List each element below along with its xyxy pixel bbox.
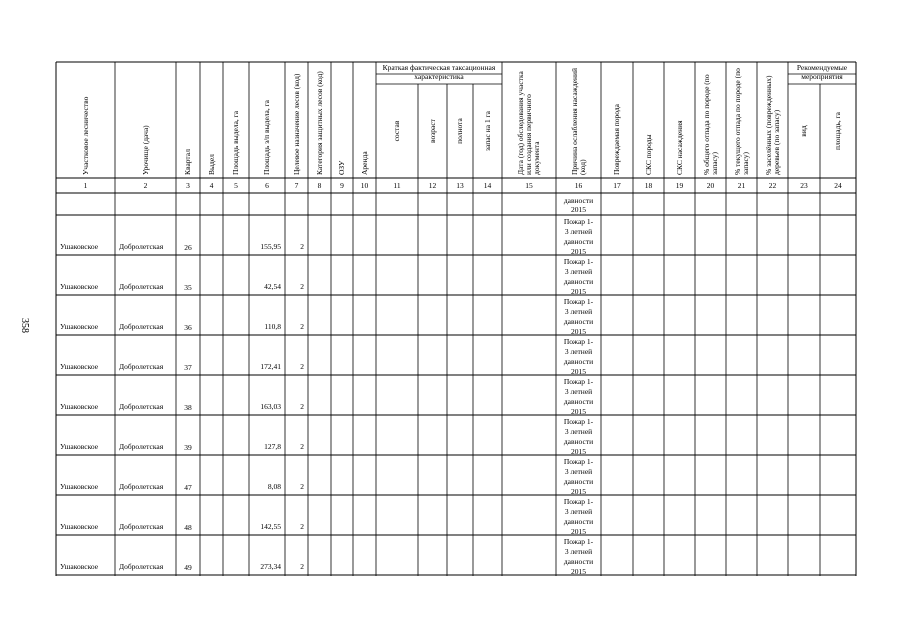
cause-text: Пожар 1- [563,217,594,226]
cell-forestry: Ушаковское [60,362,99,371]
cell-tract: Добролетская [119,362,164,371]
header-cause: Причина ослабления насаждений (код) [569,67,587,175]
header-ozu: ОЗУ [337,160,346,175]
cell-tract: Добролетская [119,562,164,571]
column-number: 6 [265,181,269,190]
cell-purpose: 2 [300,282,304,291]
header-lease: Аренда [359,151,369,175]
cell-damaged-area: 110,8 [264,322,281,331]
cause-text: Пожар 1- [563,257,594,266]
cell-forestry: Ушаковское [60,562,99,571]
cell-forestry: Ушаковское [60,242,99,251]
cause-text: 2015 [571,447,586,456]
cell-damaged-area: 273,34 [260,562,281,571]
column-number: 15 [525,181,533,190]
cause-text: 3 летней [564,307,593,316]
cell-tract: Добролетская [119,522,164,531]
header-damaged-area: Площадь з/п выдела, га [262,99,271,175]
cell-quarter: 38 [184,403,192,412]
column-number: 13 [456,181,464,190]
cause-text: 2015 [571,287,586,296]
cell-damaged-area: 142,55 [260,522,281,531]
column-number: 11 [393,181,401,190]
cell-tract: Добролетская [119,482,164,491]
header-measures-group: Рекомендуемые мероприятия [796,63,848,81]
cell-quarter: 35 [184,283,192,292]
header-survey-date: Дата (год) обследования участка или создания первичного документа [516,71,541,175]
cause-text: Пожар 1- [563,337,594,346]
cause-text: давности [563,277,594,286]
column-number: 16 [574,181,583,190]
cell-forestry: Ушаковское [60,282,99,291]
cell-damaged-area: 172,41 [260,362,281,371]
cell-purpose: 2 [300,562,304,571]
cell-tract: Добролетская [119,442,164,451]
cause-text: 2015 [571,367,586,376]
cell-purpose: 2 [300,442,304,451]
header-stock: запас на 1 га [482,111,492,151]
cause-text: 3 летней [564,467,593,476]
column-number: 20 [706,181,715,190]
column-number: 4 [209,181,214,190]
cause-text: 2015 [571,567,586,576]
cause-text: Пожар 1- [563,297,594,306]
cell-purpose: 2 [300,402,304,411]
cause-text: Пожар 1- [563,457,594,466]
cause-text: 3 летней [564,267,593,276]
cell-forestry: Ушаковское [60,442,99,451]
cause-text: Пожар 1- [563,417,594,426]
header-sks-stand: СКС насаждения [674,120,684,175]
header-forestry: Участковое лесничество [80,96,90,175]
column-number: 10 [360,181,369,190]
header-total-deadfall: % общего отпада по породе (по запасу) [701,74,719,175]
cell-quarter: 49 [184,563,192,572]
cause-text: 3 летней [564,227,593,236]
cause-text: 3 летней [564,347,593,356]
cause-text: давности [563,237,594,246]
header-measure-type: вид [799,125,808,137]
cause-text: давности [563,196,594,205]
column-number: 9 [340,181,344,190]
column-number: 19 [675,181,684,190]
cause-text: давности [563,397,594,406]
column-number: 14 [483,181,492,190]
column-number: 24 [834,181,842,190]
cause-text: давности [563,317,594,326]
header-quarter: Квартал [183,149,192,175]
cause-text: давности [563,437,594,446]
cause-text: давности [563,517,594,526]
cell-purpose: 2 [300,362,304,371]
header-section: Выдел [206,154,216,175]
cause-text: 3 летней [564,507,593,516]
cell-quarter: 47 [184,483,192,492]
cause-text: 2015 [571,247,586,256]
header-tract: Урочище (дача) [140,125,150,175]
column-number: 7 [294,181,299,190]
cause-text: давности [563,357,594,366]
cause-text: 2015 [571,327,586,336]
column-number: 21 [737,181,746,190]
cell-forestry: Ушаковское [60,522,99,531]
cell-quarter: 26 [184,243,192,252]
cause-text: 3 летней [564,387,593,396]
column-number: 12 [428,181,437,190]
cause-text: 2015 [571,205,586,214]
header-section-area: Площадь выдела, га [231,110,240,175]
cause-text: Пожар 1- [563,497,594,506]
header-density: полнота [455,118,464,144]
cause-text: 3 летней [564,547,593,556]
cell-purpose: 2 [300,522,304,531]
header-composition: состав [392,120,401,142]
header-taxation-group: Краткая фактическая таксационная характеристика [382,63,496,81]
header-purpose: Целевое назначение лесов (код) [291,73,301,175]
cell-tract: Добролетская [119,402,164,411]
cell-purpose: 2 [300,482,304,491]
cell-damaged-area: 163,03 [260,402,281,411]
cause-text: 2015 [571,527,586,536]
cause-text: 2015 [571,487,586,496]
page-number: 358 [19,318,30,333]
cell-forestry: Ушаковское [60,402,99,411]
cell-purpose: 2 [300,242,304,251]
cell-tract: Добролетская [119,322,164,331]
cell-damaged-area: 42,54 [264,282,281,291]
header-damaged-species: Повреждаемая порода [612,104,621,175]
column-number: 18 [644,181,653,190]
cell-quarter: 39 [184,443,192,452]
cell-forestry: Ушаковское [60,482,99,491]
cell-purpose: 2 [300,322,304,331]
cell-damaged-area: 155,95 [260,242,281,251]
column-number: 17 [613,181,621,190]
column-number: 8 [317,181,322,190]
header-sks-species: СКС породы [643,134,653,175]
header-protective-category: Категория защитных лесов (код) [314,71,324,175]
column-number: 22 [768,181,777,190]
column-number: 1 [83,181,88,190]
cell-quarter: 36 [184,323,192,332]
header-infested: % заселённых (поврежденных) деревьев (по запасу) [763,75,781,175]
column-number: 23 [800,181,808,190]
cell-quarter: 48 [184,523,192,532]
cell-forestry: Ушаковское [60,322,99,331]
column-number: 3 [186,181,190,190]
column-number: 5 [234,181,238,190]
cause-text: 2015 [571,407,586,416]
cell-quarter: 37 [184,363,192,372]
cause-text: 3 летней [564,427,593,436]
cell-tract: Добролетская [119,242,164,251]
header-current-deadfall: % текущего отпада по породе (по запасу) [732,68,750,175]
cause-text: Пожар 1- [563,377,594,386]
column-number: 2 [143,181,148,190]
cell-damaged-area: 8,08 [267,482,281,491]
cell-damaged-area: 127,8 [264,442,281,451]
cause-text: Пожар 1- [563,537,594,546]
header-measure-area: площадь, га [833,112,842,151]
cause-text: давности [563,557,594,566]
cell-tract: Добролетская [119,282,164,291]
cause-text: давности [563,477,594,486]
header-age: возраст [427,119,437,143]
